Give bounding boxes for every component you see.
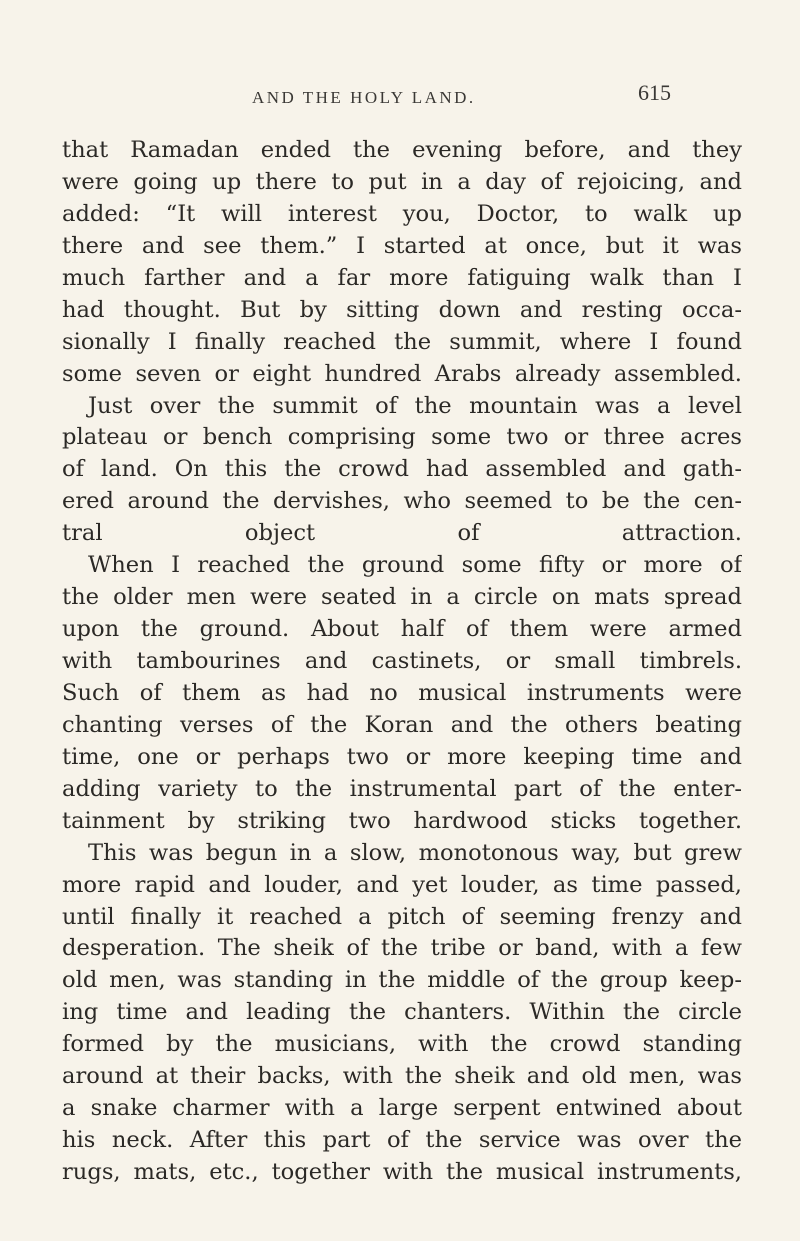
text-line: Just over the summit of the mountain was a level [88,392,742,419]
text-line: until finally it reached a pitch of seeming frenzy and [62,903,742,930]
text-line: upon the ground. About half of them were armed [62,616,742,643]
text-line: desperation. The sheik of the tribe or band, with a few [62,935,742,962]
text-line: the older men were seated in a circle on mats spread [62,584,742,611]
text-line: with tambourines and castinets, or small timbrels. [62,648,742,674]
text-line: of land. On this the crowd had assembled and gath- [62,456,742,483]
text-line: rugs, mats, etc., together with the musical instruments, [62,1159,742,1185]
text-line: When I reached the ground some fifty or more of [88,552,742,579]
text-line: sionally I finally reached the summit, where I found [62,328,742,355]
text-line: there and see them.” I started at once, but it was [62,232,742,259]
text-line: ered around the dervishes, who seemed to be the cen- [62,488,742,515]
text-line: added: “It will interest you, Doctor, to walk up [62,200,742,227]
text-line: around at their backs, with the sheik and old men, was [62,1063,742,1090]
text-line: adding variety to the instrumental part of the enter- [62,775,742,802]
text-line: This was begun in a slow, monotonous way, but grew [88,839,742,866]
text-line: were going up there to put in a day of rejoicing, and [62,168,742,195]
page-number: 615 [638,80,671,105]
text-line: more rapid and louder, and yet louder, as time passed, [62,871,742,898]
text-line: his neck. After this part of the service was over the [62,1127,742,1154]
text-line: that Ramadan ended the evening before, and they [62,137,742,163]
body-text [62,135,742,1189]
text-line: tainment by striking two hardwood sticks together. [62,807,742,834]
text-line: Such of them as had no musical instruments were [62,679,742,706]
text-line: time, one or perhaps two or more keeping time and [62,743,742,770]
text-line: some seven or eight hundred Arabs already assembled. [62,360,742,387]
running-head: AND THE HOLY LAND. [252,88,476,107]
text-line: much farther and a far more fatiguing walk than I [62,264,742,291]
text-line: tral object of attraction. [62,520,742,547]
text-line: had thought. But by sitting down and resting occa- [62,296,742,323]
text-line: formed by the musicians, with the crowd standing [62,1031,742,1058]
text-line: chanting verses of the Koran and the others beating [62,711,742,738]
text-line: old men, was standing in the middle of the group keep- [62,967,742,994]
text-line: a snake charmer with a large serpent entwined about [62,1095,742,1122]
text-line: plateau or bench comprising some two or three acres [62,424,742,451]
text-line: ing time and leading the chanters. Within the circle [62,999,742,1026]
